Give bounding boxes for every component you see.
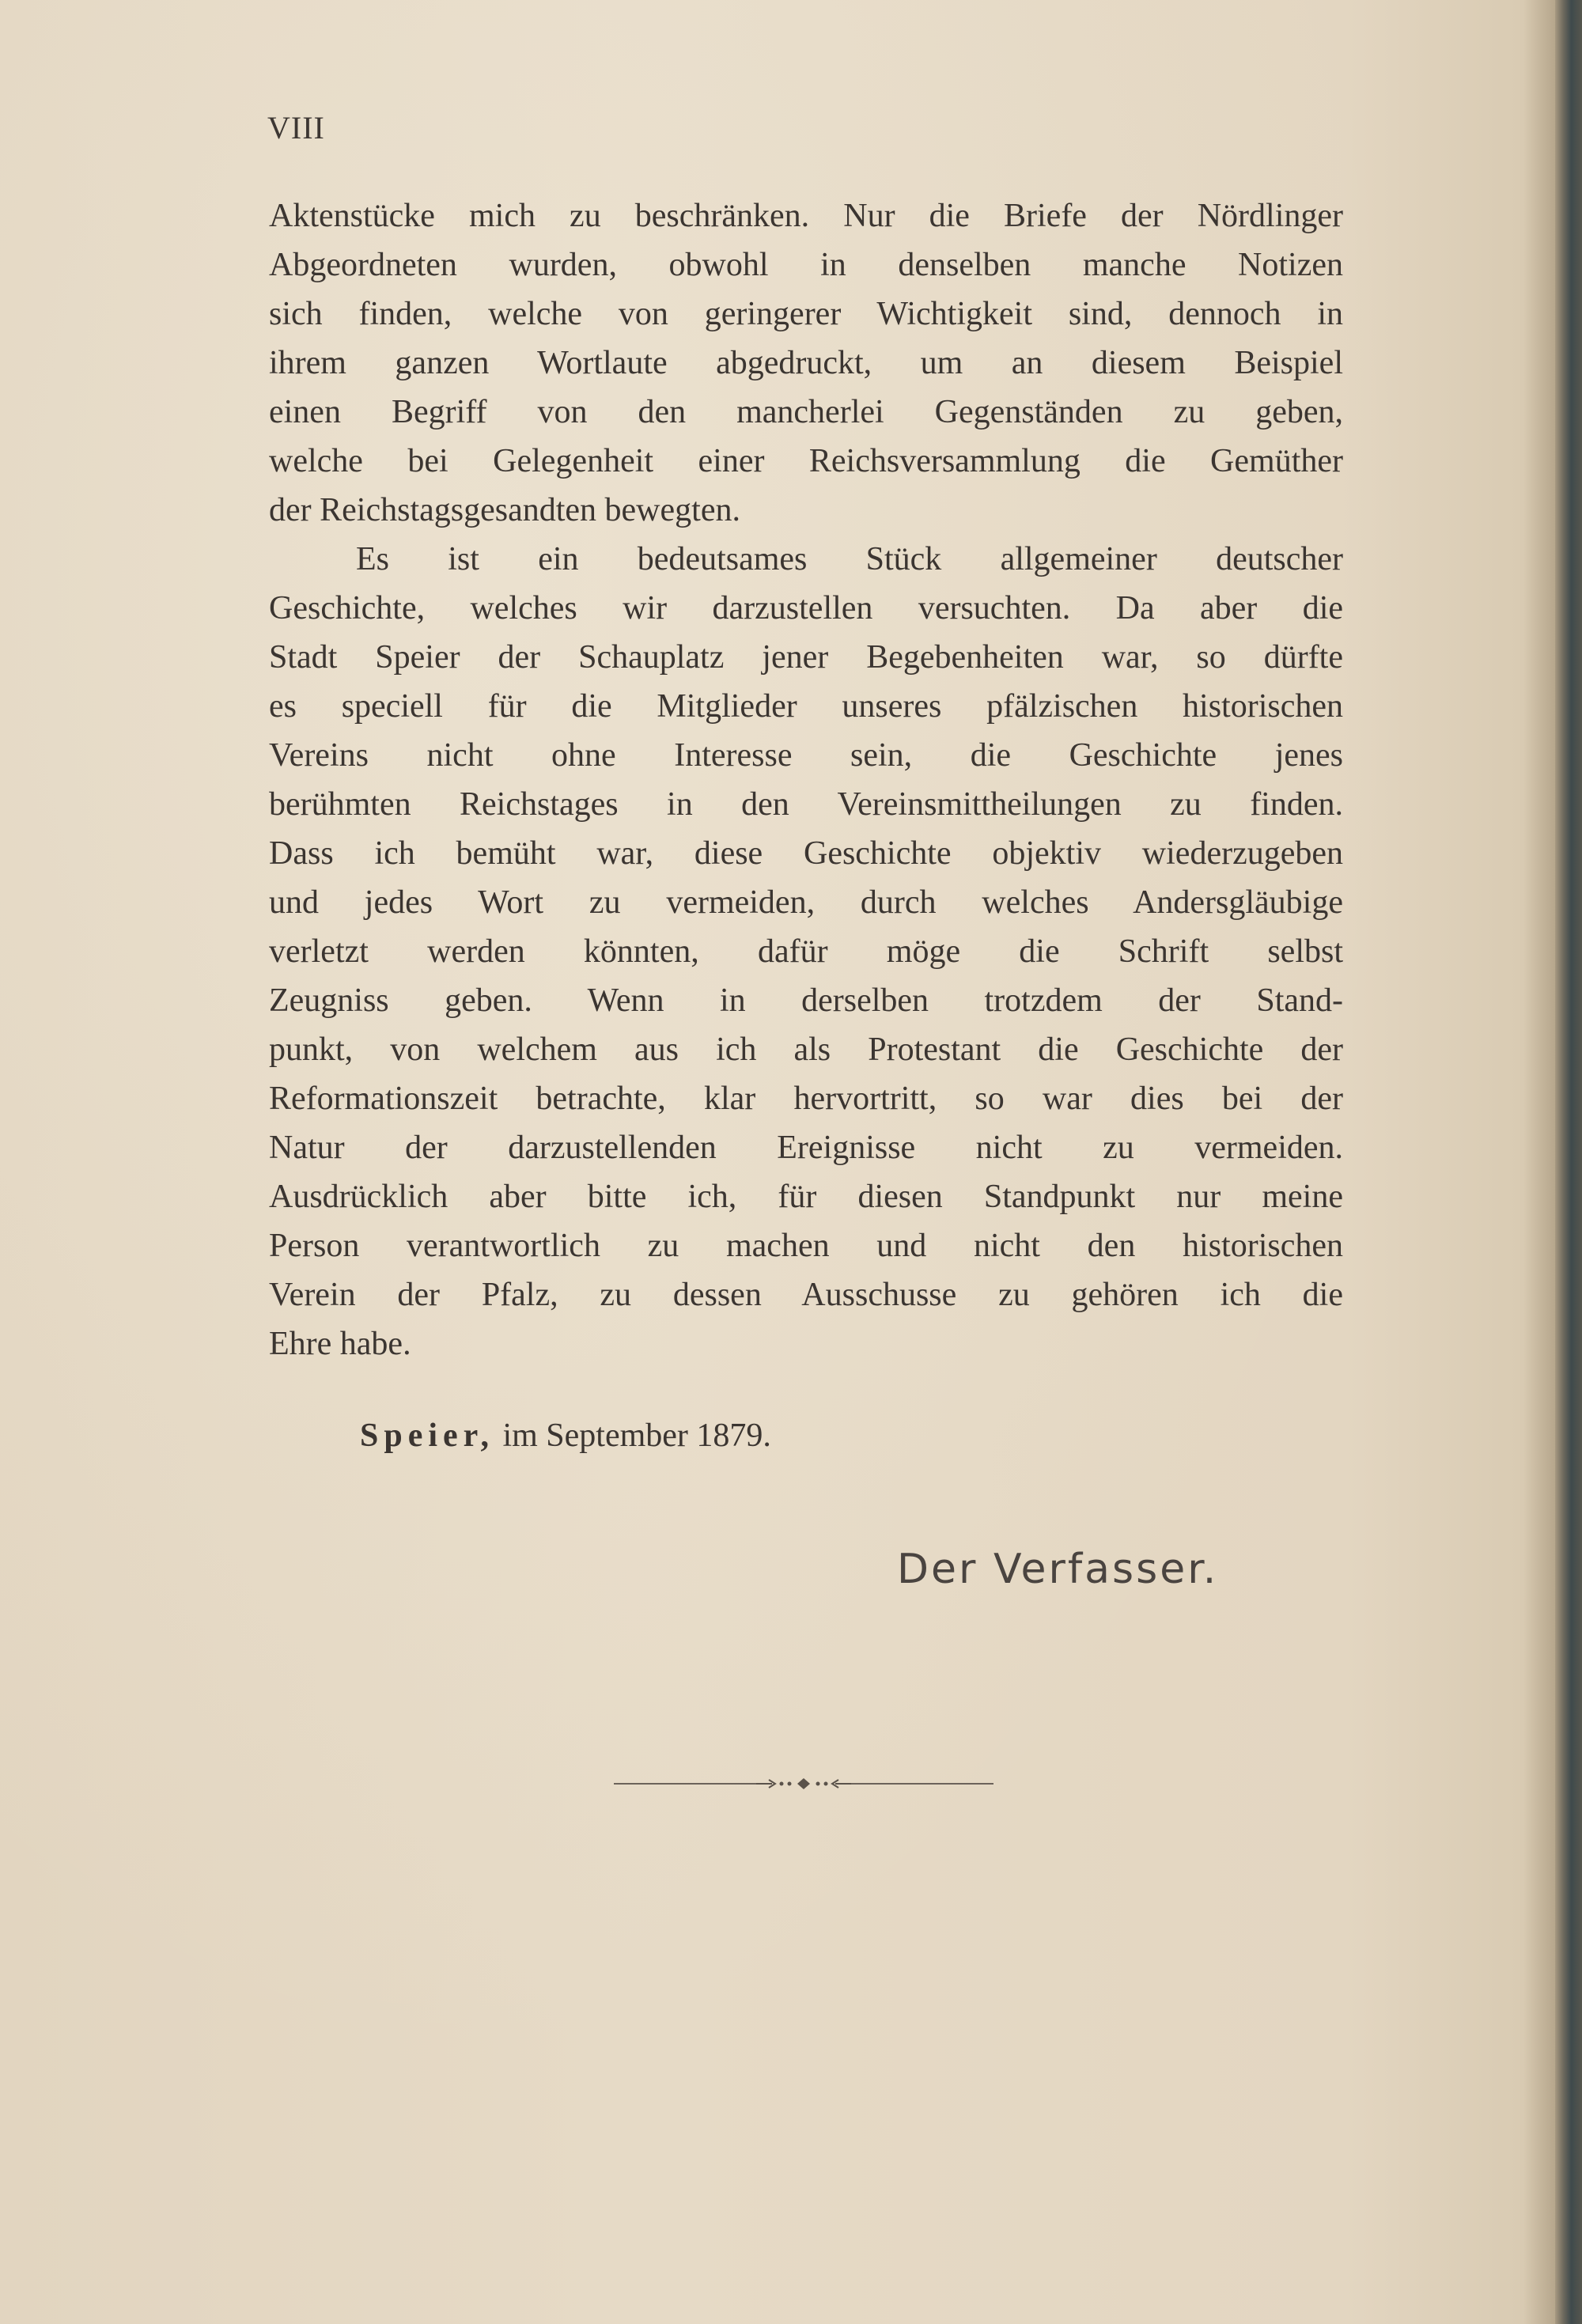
book-spine-edge <box>1555 0 1582 2324</box>
text-line: einen Begriff von den mancherlei Gegenständen zu geben, <box>269 394 1343 430</box>
text-line: verletzt werden könnten, dafür möge die Schrift selbst <box>269 933 1343 970</box>
text-line: Reformationszeit betrachte, klar hervortritt, so war dies bei der <box>269 1081 1343 1117</box>
text-line: und jedes Wort zu vermeiden, durch welches Andersgläubige <box>269 884 1343 921</box>
text-line: Dass ich bemüht war, diese Geschichte objektiv wiederzugeben <box>269 835 1343 872</box>
date-text: im September 1879. <box>494 1417 771 1454</box>
text-line: punkt, von welchem aus ich als Protestant die Geschichte der <box>269 1031 1343 1068</box>
text-line: Person verantwortlich zu machen und nicht den historischen <box>269 1228 1343 1264</box>
text-line: welche bei Gelegenheit einer Reichsversammlung die Gemüther <box>269 443 1343 479</box>
page-number: VIII <box>267 110 325 146</box>
decorative-rule-ornament <box>614 1772 993 1796</box>
text-line: Stadt Speier der Schauplatz jener Begebenheiten war, so dürfte <box>269 639 1343 676</box>
text-line: Geschichte, welches wir darzustellen versuchten. Da aber die <box>269 590 1343 626</box>
text-line: Ehre habe. <box>269 1326 411 1362</box>
text-line: der Reichstagsgesandten bewegten. <box>269 492 740 528</box>
text-line: Verein der Pfalz, zu dessen Ausschusse zu gehören ich die <box>269 1277 1343 1313</box>
text-line: berühmten Reichstages in den Vereinsmittheilungen zu finden. <box>269 786 1343 823</box>
text-line: Abgeordneten wurden, obwohl in denselben manche Notizen <box>269 247 1343 283</box>
text-line: Zeugniss geben. Wenn in derselben trotzdem der Stand- <box>269 982 1343 1019</box>
place-name: Speier, <box>360 1417 494 1454</box>
text-line: Es ist ein bedeutsames Stück allgemeiner deutscher <box>356 541 1343 577</box>
text-line: Aktenstücke mich zu beschränken. Nur die Briefe der Nördlinger <box>269 198 1343 234</box>
text-line: ihrem ganzen Wortlaute abgedruckt, um an diesem Beispiel <box>269 345 1343 381</box>
text-line: Ausdrücklich aber bitte ich, für diesen Standpunkt nur meine <box>269 1179 1343 1215</box>
author-signature: Der Verfasser. <box>897 1546 1219 1593</box>
text-line: sich finden, welche von geringerer Wichtigkeit sind, dennoch in <box>269 296 1343 332</box>
text-line: Natur der darzustellenden Ereignisse nicht zu vermeiden. <box>269 1130 1343 1166</box>
text-line: Vereins nicht ohne Interesse sein, die Geschichte jenes <box>269 737 1343 774</box>
body-text <box>269 191 1343 1368</box>
place-and-date <box>360 1411 771 1460</box>
text-line: es speciell für die Mitglieder unseres pfälzischen historischen <box>269 688 1343 725</box>
page-gutter-shadow <box>1523 0 1555 2324</box>
